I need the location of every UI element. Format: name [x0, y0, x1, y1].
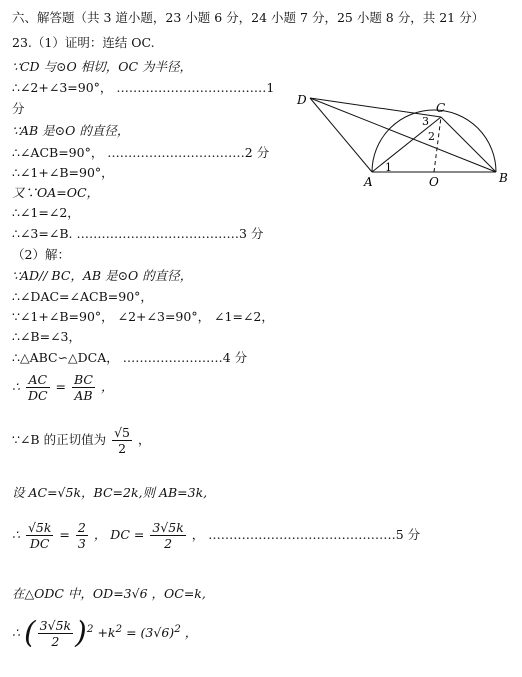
proof-line-tangent: ∵CD 与⊙O 相切，OC 为半径， [12, 59, 192, 74]
solution-line-assume: 设 AC=√5k，BC=2k,则 AB=3k, [12, 485, 208, 500]
proof-line-oa-oc: 又∵OA=OC， [12, 185, 100, 200]
proof-line-angle-sum: ∴∠2+∠3=90°， ………………………………1 [12, 80, 275, 95]
solution-line-similar: ∴△ABC∽△DCA， ……………………4 分 [12, 350, 248, 365]
line-da [310, 98, 372, 172]
label-angle-1: 1 [385, 161, 392, 174]
proof-line-acb: ∴∠ACB=90°， ……………………………2 分 [12, 145, 270, 160]
solution-line-angles: ∵∠1+∠B=90°， ∠2+∠3=90°， ∠1=∠2， [12, 309, 274, 324]
label-b: B [499, 171, 508, 185]
semicircle-arc [372, 110, 496, 172]
solution-line-tangent-value: ∵∠B 的正切值为 $\frac{√5}{2}$ ， [12, 425, 151, 456]
solution-line-b-angle3: ∴∠B=∠3， [12, 329, 82, 344]
proof-line-angle1-angle2: ∴∠1=∠2， [12, 205, 80, 220]
label-angle-2: 2 [428, 130, 435, 143]
problem-23-part2-title: （2）解： [12, 247, 70, 262]
label-angle-3: 3 [422, 115, 429, 128]
solution-line-ratio: ∴ $\frac{AC}{DC}$ = $\frac{BC}{AB}$ ， [12, 372, 114, 403]
proof-line-angle3-b: ∴∠3=∠B. …………………………………3 分 [12, 226, 264, 241]
line-oc-dashed [434, 117, 441, 172]
solution-line-triangle-odc: 在△ODC 中，OD=3√6 ，OC=k, [12, 586, 206, 601]
label-c: C [436, 101, 446, 115]
label-o: O [429, 175, 439, 189]
solution-line-equation: ∴ ( $\frac{3√5k}{2}$ )$^2 +k^2 = (3√6)^2$ ， [12, 615, 198, 651]
solution-line-parallel: ∵AD// BC，AB 是⊙O 的直径， [12, 268, 193, 283]
proof-line-score-1: 分 [12, 101, 25, 116]
line-cb [441, 117, 496, 172]
solution-line-dc: ∴ $\frac{√5k}{DC}$ = $\frac{2}{3}$ ， DC = $\frac{3√5k}{2}$ ， ………………………………………5 分 [12, 520, 421, 551]
label-a: A [364, 175, 373, 189]
line-ac [372, 117, 441, 172]
proof-line-diameter: ∵AB 是⊙O 的直径， [12, 123, 130, 138]
section-heading: 六、解答题（共 3 道小题，23 小题 6 分，24 小题 7 分，25 小题 8 分，共 21 分） [12, 10, 485, 25]
proof-line-angle1-b: ∴∠1+∠B=90°， [12, 165, 114, 180]
solution-line-dac: ∴∠DAC=∠ACB=90°， [12, 289, 153, 304]
line-dc [310, 98, 441, 117]
line-db [310, 98, 496, 172]
label-d: D [297, 93, 307, 107]
problem-23-part1-title: 23.（1）证明：连结 OC. [12, 35, 155, 50]
